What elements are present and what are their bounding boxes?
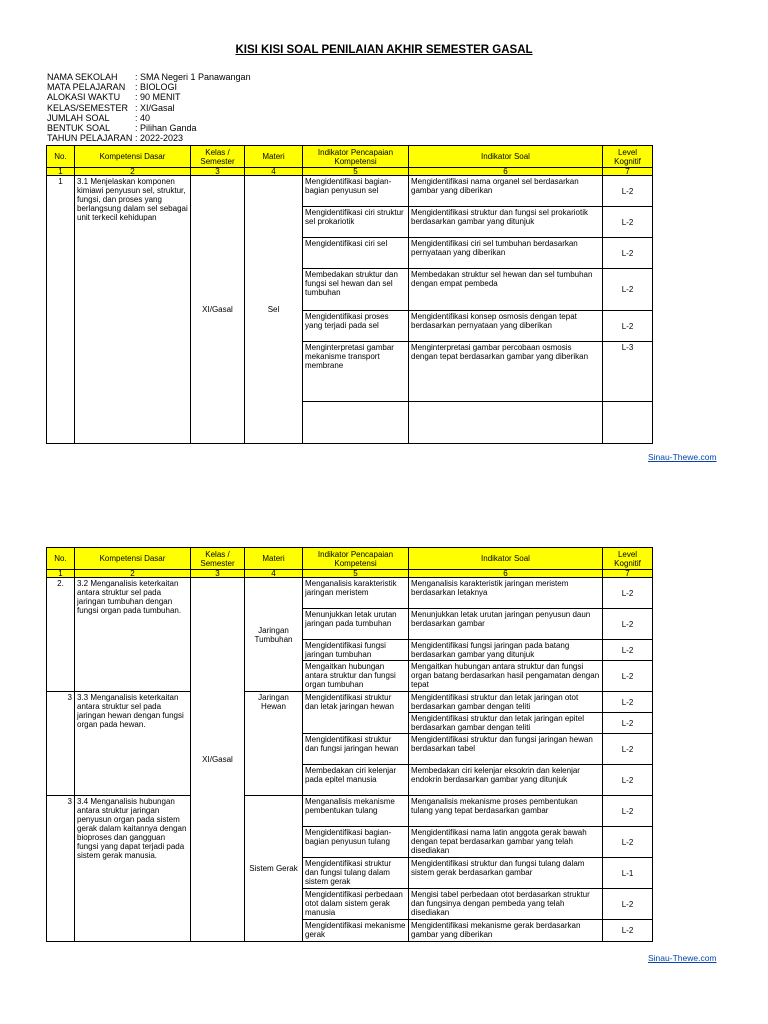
header-ipk: Indikator Pencapaian Kompetensi [303, 146, 409, 168]
header-soal: Indikator Soal [409, 548, 603, 570]
materi: Sistem Gerak [245, 796, 303, 942]
header-row [47, 146, 653, 168]
col-number: 4 [245, 570, 303, 578]
soal-cell: Menganalisis karakteristik jaringan meristem berdasarkan letaknya [409, 578, 603, 609]
grid-table-2 [46, 547, 653, 942]
soal-cell: Mengidentifikasi struktur dan fungsi jaringan hewan berdasarkan tabel [409, 734, 603, 765]
level-cell [603, 402, 653, 444]
row-no: 2. [47, 578, 75, 692]
info-row: KELAS/SEMESTER : XI/Gasal [47, 102, 175, 113]
soal-cell: Mengidentifikasi nama latin anggota gerak bawah dengan tepat berdasarkan gambar yang telah disediakan [409, 827, 603, 858]
header-row [47, 548, 653, 570]
level-cell: L-2 [603, 713, 653, 734]
kompetensi-dasar: 3.3 Menganalisis keterkaitan antara struktur sel pada jaringan hewan dengan fungsi organ pada hewan. [75, 692, 191, 796]
col-number: 6 [409, 570, 603, 578]
soal-cell: Mengisi tabel perbedaan otot berdasarkan struktur dan fungsinya dengan pembeda yang telah disediakan [409, 889, 603, 920]
col-number: 5 [303, 570, 409, 578]
soal-cell: Menunjukkan letak urutan jaringan penyusun daun berdasarkan gambar [409, 609, 603, 640]
header-materi: Materi [245, 146, 303, 168]
soal-cell: Mengidentifikasi struktur dan letak jaringan otot berdasarkan gambar dengan teliti [409, 692, 603, 713]
level-cell: L-2 [603, 176, 653, 207]
info-row: NAMA SEKOLAH : SMA Negeri 1 Panawangan [47, 72, 251, 82]
column-number-row [47, 570, 653, 578]
ipk-cell: Menginterpretasi gambar mekanisme transport membrane [303, 342, 409, 402]
level-cell: L-2 [603, 920, 653, 942]
kompetensi-dasar: 3.1 Menjelaskan komponen kimiawi penyusun sel, struktur, fungsi, dan proses yang berlangsung dalam sel sebagai unit terkecil kehidupan [75, 176, 191, 444]
materi: Jaringan Tumbuhan [245, 578, 303, 692]
level-cell: L-2 [603, 578, 653, 609]
col-number: 4 [245, 168, 303, 176]
soal-cell: Mengaitkan hubungan antara struktur dan fungsi organ batang berdasarkan hasil pengamatan dengan tepat [409, 661, 603, 692]
materi: Jaringan Hewan [245, 692, 303, 796]
row-no: 3 [47, 796, 75, 942]
ipk-cell: Mengidentifikasi bagian-bagian penyusun tulang [303, 827, 409, 858]
ipk-cell: Membedakan struktur dan fungsi sel hewan dan sel tumbuhan [303, 269, 409, 311]
soal-cell: Mengidentifikasi mekanisme gerak berdasarkan gambar yang diberikan [409, 920, 603, 942]
soal-cell: Mengidentifikasi fungsi jaringan pada batang berdasarkan gambar yang ditunjuk [409, 640, 603, 661]
soal-cell: Mengidentifikasi konsep osmosis dengan tepat berdasarkan pernyataan yang diberikan [409, 311, 603, 342]
col-number: 7 [603, 168, 653, 176]
ipk-cell: Mengidentifikasi struktur dan fungsi jaringan hewan [303, 734, 409, 765]
ipk-cell: Menganalisis mekanisme pembentukan tulang [303, 796, 409, 827]
header-level: Level Kognitif [603, 146, 653, 168]
ipk-cell: Mengidentifikasi perbedaan otot dalam sistem gerak manusia [303, 889, 409, 920]
school-info-block [47, 72, 251, 143]
info-row: ALOKASI WAKTU : 90 MENIT [47, 92, 181, 103]
ipk-cell: Mengidentifikasi ciri sel [303, 238, 409, 269]
row-no: 3 [47, 692, 75, 796]
soal-cell: Menganalisis mekanisme proses pembentukan tulang yang tepat berdasarkan gambar [409, 796, 603, 827]
ipk-cell: Menunjukkan letak urutan jaringan pada tumbuhan [303, 609, 409, 640]
header-kelas: Kelas / Semester [191, 548, 245, 570]
level-cell: L-2 [603, 889, 653, 920]
ipk-cell: Mengidentifikasi proses yang terjadi pada sel [303, 311, 409, 342]
soal-cell: Membedakan ciri kelenjar eksokrin dan kelenjar endokrin berdasarkan gambar yang ditunjuk [409, 765, 603, 796]
source-link-2[interactable]: Sinau-Thewe.com [648, 953, 717, 963]
level-cell: L-2 [603, 311, 653, 342]
kompetensi-dasar: 3.2 Menganalisis keterkaitan antara struktur sel pada jaringan tumbuhan dengan fungsi organ pada tumbuhan. [75, 578, 191, 692]
document-title: KISI KISI SOAL PENILAIAN AKHIR SEMESTER GASAL [235, 44, 533, 56]
level-cell: L-2 [603, 640, 653, 661]
ipk-cell: Mengaitkan hubungan antara struktur dan fungsi organ tumbuhan [303, 661, 409, 692]
table-row [47, 796, 653, 827]
soal-cell: Mengidentifikasi nama organel sel berdasarkan gambar yang diberikan [409, 176, 603, 207]
materi: Sel [245, 176, 303, 444]
soal-cell [409, 402, 603, 444]
level-cell: L-2 [603, 238, 653, 269]
col-number: 3 [191, 570, 245, 578]
table-row [47, 692, 653, 713]
level-cell: L-2 [603, 796, 653, 827]
header-kd: Kompetensi Dasar [75, 146, 191, 168]
header-materi: Materi [245, 548, 303, 570]
level-cell: L-2 [603, 765, 653, 796]
info-row: MATA PELAJARAN : BIOLOGI [47, 82, 178, 93]
header-kd: Kompetensi Dasar [75, 548, 191, 570]
col-number: 5 [303, 168, 409, 176]
table-row [47, 578, 653, 609]
info-row: BENTUK SOAL : Pilihan Ganda [47, 123, 197, 134]
ipk-cell: Menganalisis karakteristik jaringan meristem [303, 578, 409, 609]
ipk-cell: Mengidentifikasi struktur dan letak jaringan hewan [303, 692, 409, 734]
ipk-cell: Mengidentifikasi bagian-bagian penyusun sel [303, 176, 409, 207]
level-cell: L-2 [603, 827, 653, 858]
ipk-cell: Mengidentifikasi fungsi jaringan tumbuhan [303, 640, 409, 661]
kelas-semester: XI/Gasal [191, 176, 245, 444]
ipk-cell: Mengidentifikasi ciri struktur sel prokariotik [303, 207, 409, 238]
soal-cell: Mengidentifikasi struktur dan fungsi tulang dalam sistem gerak berdasarkan gambar [409, 858, 603, 889]
header-ipk: Indikator Pencapaian Kompetensi [303, 548, 409, 570]
soal-cell: Mengidentifikasi struktur dan letak jaringan epitel berdasarkan gambar dengan teliti [409, 713, 603, 734]
soal-cell: Mengidentifikasi ciri sel tumbuhan berdasarkan pernyataan yang diberikan [409, 238, 603, 269]
level-cell: L-2 [603, 692, 653, 713]
col-number: 7 [603, 570, 653, 578]
grid-table-1 [46, 145, 653, 444]
col-number: 6 [409, 168, 603, 176]
level-cell: L-2 [603, 734, 653, 765]
soal-cell: Membedakan struktur sel hewan dan sel tumbuhan dengan empat pembeda [409, 269, 603, 311]
level-cell: L-1 [603, 858, 653, 889]
table-row [47, 176, 653, 207]
level-cell: L-2 [603, 207, 653, 238]
level-cell: L-2 [603, 269, 653, 311]
kelas-semester: XI/Gasal [191, 578, 245, 942]
source-link-1[interactable]: Sinau-Thewe.com [648, 452, 717, 462]
soal-cell: Mengidentifikasi struktur dan fungsi sel prokariotik berdasarkan gambar yang ditunjuk [409, 207, 603, 238]
header-no: No. [47, 548, 75, 570]
ipk-cell [303, 402, 409, 444]
ipk-cell: Membedakan ciri kelenjar pada epitel manusia [303, 765, 409, 796]
col-number: 2 [75, 570, 191, 578]
row-no: 1 [47, 176, 75, 444]
header-soal: Indikator Soal [409, 146, 603, 168]
col-number: 1 [47, 570, 75, 578]
column-number-row [47, 168, 653, 176]
col-number: 2 [75, 168, 191, 176]
header-kelas: Kelas / Semester [191, 146, 245, 168]
info-row: TAHUN PELAJARAN : 2022-2023 [47, 133, 184, 144]
level-cell: L-2 [603, 661, 653, 692]
level-cell: L-3 [603, 342, 653, 402]
header-no: No. [47, 146, 75, 168]
kompetensi-dasar: 3.4 Menganalisis hubungan antara struktur jaringan penyusun organ pada sistem gerak dalam kaitannya dengan bioproses dan gangguan fungsi yang dapat terjadi pada sistem gerak manusia. [75, 796, 191, 942]
level-cell: L-2 [603, 609, 653, 640]
info-row: JUMLAH SOAL : 40 [47, 112, 151, 123]
col-number: 1 [47, 168, 75, 176]
soal-cell: Menginterpretasi gambar percobaan osmosis dengan tepat berdasarkan gambar yang diberikan [409, 342, 603, 402]
col-number: 3 [191, 168, 245, 176]
header-level: Level Kognitif [603, 548, 653, 570]
ipk-cell: Mengidentifikasi struktur dan fungsi tulang dalam sistem gerak [303, 858, 409, 889]
ipk-cell: Mengidentifikasi mekanisme gerak [303, 920, 409, 942]
